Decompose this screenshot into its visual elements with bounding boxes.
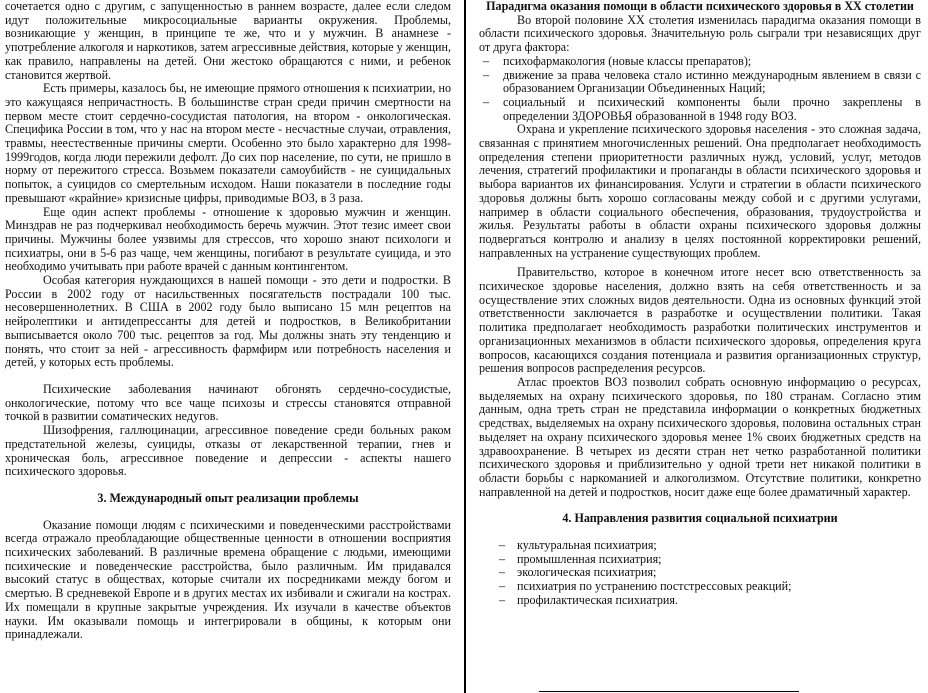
left-paragraph-5: Психические заболевания начинают обгонять сердечно-сосудистые, онкологические, потому что все чаще психозы и стрессы становятся отправной точкой в развитии соматических недугов. [5, 381, 451, 424]
left-paragraph-3: Еще один аспект проблемы - отношение к здоровью мужчин и женщин. Минздрав не раз подчеркивал необходимость беречь мужчин. Этот тезис имеет свои причины. Мужчины более уязвимы для стрессов, что хорошо знают психологи и психиатры, они в 5-6 раз чаще, чем женщины, погибают в результате суицида, и это необходимо учитывать при работе врачей с данным контингентом. [5, 204, 451, 274]
paradigm-heading: Парадигма оказания помощи в области психического здоровья в XX столетии [486, 0, 914, 13]
list-item: – культуральная психиатрия; [479, 539, 921, 553]
footnote-rule [539, 691, 799, 692]
list-item: – промышленная психиатрия; [479, 553, 921, 567]
right-column [479, 0, 921, 693]
left-paragraph-6: Шизофрения, галлюцинации, агрессивное поведение среди больных раком предстательной железы, суициды, отказы от лекарственной терапии, гнев и хроническая боль, агрессивное поведение и депрессии - аспекты нашего психического здоровья. [5, 423, 451, 479]
right-paragraph-3: Правительство, которое в конечном итоге несет всю ответственность за психическое здоровье населения, должно взять на себя ответственность и за осуществление этих сложных видов деятельности. Одна из основных функций этой ответственности заключается в разработке и осуществлении политики. Такая политика предполагает необходимость разработки политических инструментов и организационных механизмов в области психического здоровья, определения круга вопросов, касающихся создания потенциала и развития организационных структур, решения вопросов распределения ресурсов. [479, 265, 921, 376]
list-item: – социальный и психический компоненты были прочно закреплены в определении ЗДОРОВЬЯ образованной в 1948 году ВОЗ. [479, 96, 921, 123]
left-paragraph-1: сочетается одно с другим, с запущенностью в раннем возрасте, далее если следом идут положительные микросоциальные варианты окружения. Проблемы, возникающие у женщин, в принципе те же, что и у мужчин. В анамнезе - употребление алкоголя и наркотиков, затем агрессивные действия, которые у женщин, как правило, направлены на детей. Они жестоко обращаются с ними, и ребенок становится жертвой. [5, 0, 451, 82]
left-column [5, 0, 451, 693]
factors-list [479, 55, 921, 124]
directions-list [479, 539, 921, 608]
list-item: – экологическая психиатрия; [479, 566, 921, 580]
right-paragraph-1: Во второй половине XX столетия изменилась парадигма оказания помощи в области психического здоровья. Значительную роль сыграли три независящих друг от друга фактора: [479, 12, 921, 55]
left-paragraph-2: Есть примеры, казалось бы, не имеющие прямого отношения к психиатрии, но это кажущаяся непричастность. В большинстве стран среди причин смертности на первом месте стоит сердечно-сосудистая патология, на втором - онкологическая. Специфика России в том, что у нас на втором месте - несчастные случаи, отравления, травмы, неестественные причины смерти. Особенно это было характерно для 1998-1999годов, когда люди пережили дефолт. До сих пор население, по сути, не пришло в норму от пережитого стресса. Возьмем показатели самоубийств - не суицидальных попыток, а суицидов со смертельным исходом. Наши показатели в последние годы превышают «крайние» кризисные цифры, приводимые ВОЗ, в 3 раза. [5, 81, 451, 205]
left-paragraph-7: Оказание помощи людям с психическими и поведенческими расстройствами всегда отражало преобладающие общественные ценности в отношении восприятия психических заболеваний. В различные времена обращение с людьми, имеющими психические и поведенческие расстройства, было различным. Им придавался высокий статус в обществах, которые считали их посредниками между богом и смертью. В средневекой Европе и в других местах их избивали и сжигали на кострах. Их помещали в крупные закрытые учреждения. Их изучали в качестве объектов науки. Им оказывали помощь и интегрировали в общины, к которым они принадлежали. [5, 517, 451, 642]
spacer [5, 506, 451, 519]
list-item: – психофармакология (новые классы препаратов); [479, 55, 921, 69]
column-divider [464, 0, 466, 693]
left-paragraph-4: Особая категория нуждающихся в нашей помощи - это дети и подростки. В России в 2002 году от насильственных посягательств пострадали 100 тыс. несовершеннолетних. В США в 2002 году было выписано 15 млн рецептов на нейролептики и антидепрессанты для детей и подростков, в Великобритании выписывается около 700 тыс. рецептов за год. Мы должны знать эту тенденцию и понять, что стоит за ней - агрессивность фармфирм или потребность населения и детей, у которых есть проблемы. [5, 273, 451, 370]
list-item: – движение за права человека стало истинно международным явлением в связи с образованием Организации Объединенных Наций; [479, 69, 921, 96]
right-paragraph-2: Охрана и укрепление психического здоровья населения - это сложная задача, связанная с принятием многочисленных решений. Она предполагает необходимость определения степени приоритетности различных нужд, условий, услуг, методов лечения, стратегий профилактики и пропаганды в области психического здоровья и выбора вариантов их финансирования. Услуги и стратегии в области психического здоровья должны быть хорошо согласованы между собой и с другими услугами, например в области социального обеспечения, образования, трудоустройства и жилья. Результаты работы в области охраны психического здоровья должны подвергаться контролю и анализу в целях постоянной корректировки решений, направленных на устранение существующих проблем. [479, 122, 921, 260]
section-heading-4: 4. Направления развития социальной психиатрии [562, 511, 838, 526]
right-paragraph-4: Атлас проектов ВОЗ позволил собрать основную информацию о ресурсах, выделяемых на охрану психического здоровья, по 180 странам. Согласно этим данным, одна треть стран не представила информации о конкретных бюджетных средствах, выделяемых на охрану психического здоровья, половина остальных стран выделяет на охрану психического здоровья менее 1% своих бюджетных средств на здравоохранение. В четырех из десяти стран нет четко разработанной политики психического здоровья и приблизительно у одной трети нет никакой политики в области борьбы с наркоманией и алкоголизмом. Отсутствие политики, конкретно направленной на детей и подростков, носит даже еще более драматичный характер. [479, 374, 921, 499]
list-item: – профилактическая психиатрия. [479, 594, 921, 608]
spacer [5, 479, 451, 492]
section-heading-3: 3. Международный опыт реализации проблемы [97, 490, 359, 505]
list-item: – психиатрия по устранению постстрессовых реакций; [479, 580, 921, 594]
